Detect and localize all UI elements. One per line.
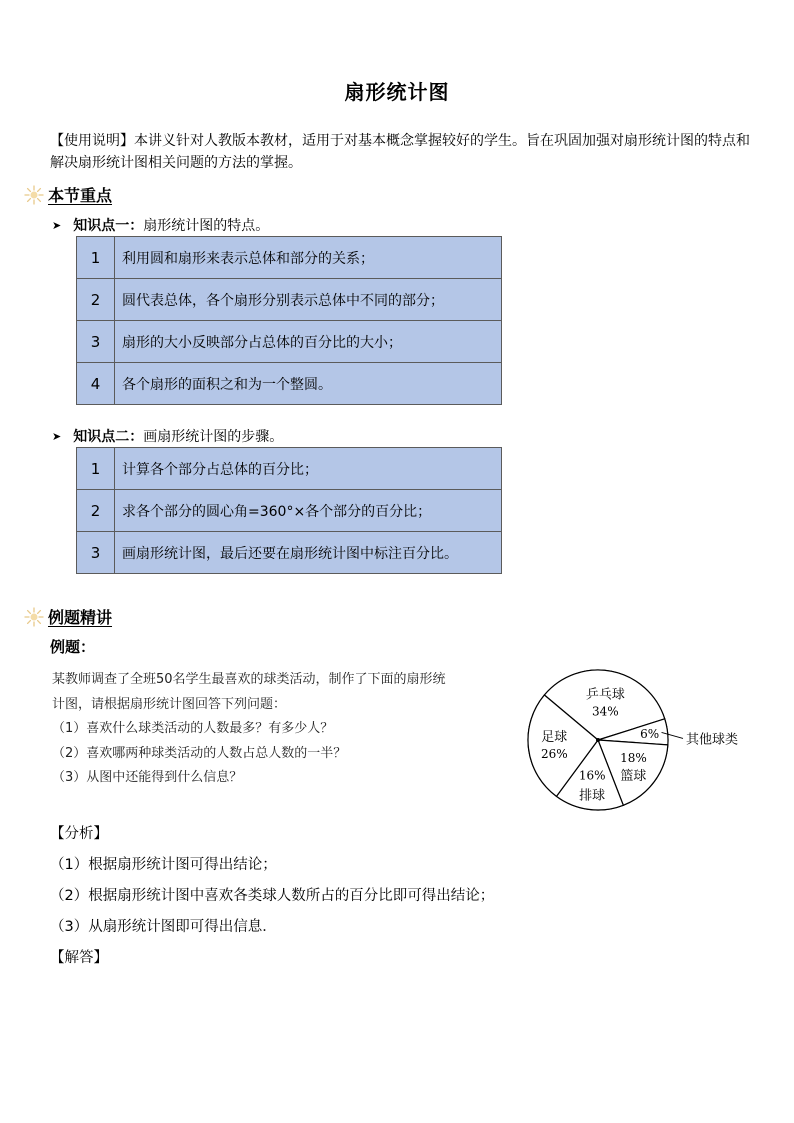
row-number: 1: [77, 237, 115, 279]
kp2-table: [76, 447, 502, 574]
row-number: 3: [77, 532, 115, 574]
answer-heading: 【解答】: [50, 950, 108, 966]
row-text: 利用圆和扇形来表示总体和部分的关系；: [115, 237, 502, 279]
slice-category-label: 其他球类: [686, 732, 739, 748]
page-title: 扇形统计图: [344, 80, 450, 104]
row-text: 画扇形统计图，最后还要在扇形统计图中标注百分比。: [115, 532, 502, 574]
pie-chart: [520, 660, 782, 812]
slice-value-label: 16%: [578, 768, 606, 783]
kp-desc: 画扇形统计图的步骤。: [143, 429, 284, 445]
section-title: 例题精讲: [48, 608, 113, 627]
kp-label: 知识点二：: [73, 429, 144, 445]
table-row: [77, 279, 502, 321]
section-title: 本节重点: [48, 186, 113, 205]
kp-desc: 扇形统计图的特点。: [143, 218, 270, 234]
analysis-line: （2）根据扇形统计图中喜欢各类球人数所占的百分比即可得出结论；: [50, 888, 495, 904]
pie-center: [596, 738, 600, 742]
slice-value-label: 26%: [540, 747, 568, 762]
problem-line: （2）喜欢哪两种球类活动的人数占总人数的一半？: [52, 745, 347, 761]
analysis-heading: 【分析】: [50, 826, 108, 842]
row-number: 4: [77, 363, 115, 405]
problem-line: 计图，请根据扇形统计图回答下列问题：: [52, 696, 287, 712]
section-heading-examples: [24, 605, 112, 628]
row-number: 3: [77, 321, 115, 363]
knowledge-point-1: [52, 215, 269, 235]
table-row: [77, 321, 502, 363]
row-text: 计算各个部分占总体的百分比；: [115, 448, 502, 490]
kp1-table: [76, 236, 502, 405]
example-label: 例题：: [50, 638, 96, 656]
slice-value-label: 34%: [592, 704, 619, 719]
slice-category-label: 足球: [541, 730, 568, 746]
sun-icon: [24, 607, 44, 627]
analysis-section: [50, 822, 494, 977]
row-text: 各个扇形的面积之和为一个整圆。: [115, 363, 502, 405]
table-row: [77, 448, 502, 490]
problem-line: （1）喜欢什么球类活动的人数最多？有多少人？: [52, 721, 334, 736]
analysis-line: （1）根据扇形统计图可得出结论；: [50, 857, 277, 873]
problem-line: （3）从图中还能得到什么信息？: [52, 770, 243, 785]
row-text: 圆代表总体，各个扇形分别表示总体中不同的部分；: [115, 279, 502, 321]
row-number: 1: [77, 448, 115, 490]
table-row: [77, 237, 502, 279]
problem-line: 某教师调查了全班50名学生最喜欢的球类活动，制作了下面的扇形统: [52, 672, 446, 687]
row-number: 2: [77, 490, 115, 532]
slice-value-label: 6%: [640, 726, 660, 741]
table-row: [77, 532, 502, 574]
problem-text: [52, 668, 522, 791]
arrow-bullet-icon: ➤: [52, 218, 62, 232]
row-text: 扇形的大小反映部分占总体的百分比的大小；: [115, 321, 502, 363]
kp-label: 知识点一：: [73, 218, 144, 234]
slice-category-label: 乒乓球: [585, 687, 625, 703]
table-row: [77, 490, 502, 532]
usage-note: 【使用说明】本讲义针对人教版本教材，适用于对基本概念掌握较好的学生。旨在巩固加强对扇形统计图的特点和解决扇形统计图相关问题的方法的掌握。: [50, 133, 750, 171]
sun-icon: [24, 185, 44, 205]
arrow-bullet-icon: ➤: [52, 429, 62, 443]
slice-category-label: 排球: [579, 788, 606, 804]
slice-value-label: 18%: [620, 751, 647, 766]
row-text: 求各个部分的圆心角=360°×各个部分的百分比；: [115, 490, 502, 532]
knowledge-point-2: [52, 426, 283, 446]
analysis-line: （3）从扇形统计图即可得出信息．: [50, 919, 277, 935]
slice-category-label: 篮球: [620, 769, 647, 785]
table-row: [77, 363, 502, 405]
row-number: 2: [77, 279, 115, 321]
section-heading-key-points: [24, 183, 112, 206]
